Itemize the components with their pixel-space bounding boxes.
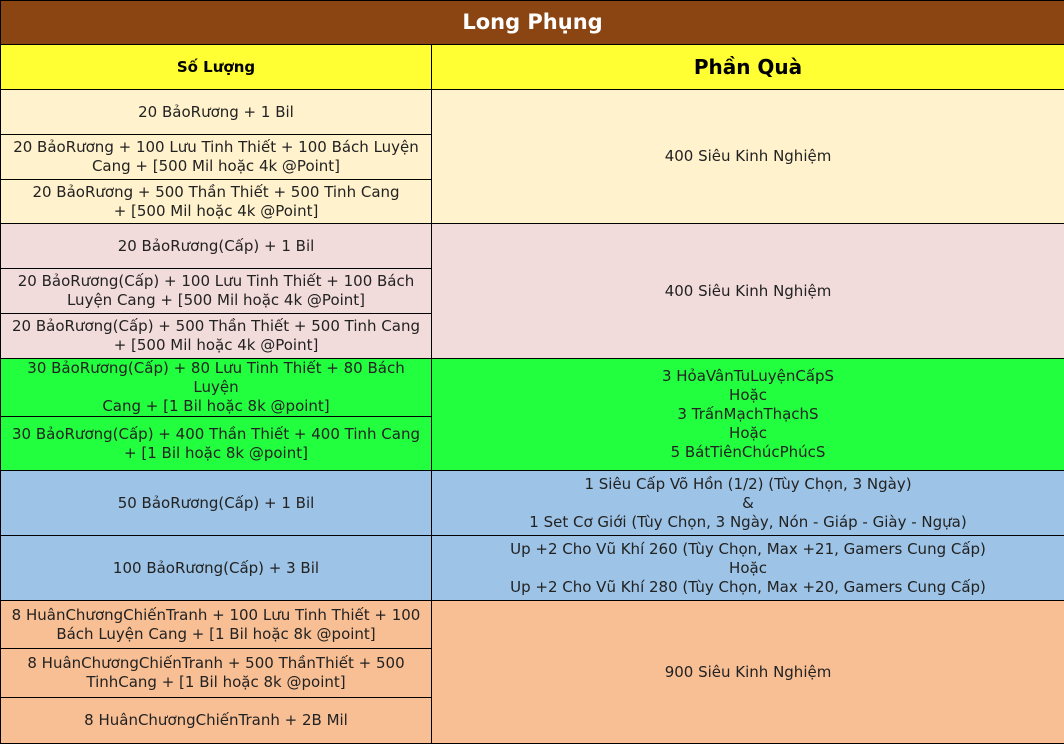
quantity-cell: 30 BảoRương(Cấp) + 80 Lưu Tinh Thiết + 80 Bách Luyện Cang + [1 Bil hoặc 8k @point] xyxy=(1,359,432,417)
reward-cell: Up +2 Cho Vũ Khí 260 (Tùy Chọn, Max +21, Gamers Cung Cấp) Hoặc Up +2 Cho Vũ Khí 280 (Tùy Chọn, Max +20, Gamers Cung Cấp) xyxy=(432,536,1064,601)
reward-header: Phần Quà xyxy=(432,45,1064,90)
quantity-cell: 20 BảoRương + 100 Lưu Tinh Thiết + 100 Bách Luyện Cang + [500 Mil hoặc 4k @Point] xyxy=(1,135,432,180)
quantity-cell: 20 BảoRương + 1 Bil xyxy=(1,90,432,135)
reward-cell: 400 Siêu Kinh Nghiệm xyxy=(432,90,1064,224)
reward-cell: 3 HỏaVânTuLuyệnCấpS Hoặc 3 TrấnMạchThạchS Hoặc 5 BátTiênChúcPhúcS xyxy=(432,359,1064,471)
quantity-cell: 20 BảoRương(Cấp) + 500 Thần Thiết + 500 Tinh Cang + [500 Mil hoặc 4k @Point] xyxy=(1,314,432,359)
quantity-cell: 100 BảoRương(Cấp) + 3 Bil xyxy=(1,536,432,601)
quantity-header: Số Lượng xyxy=(1,45,432,90)
quantity-cell: 20 BảoRương(Cấp) + 100 Lưu Tinh Thiết + 100 Bách Luyện Cang + [500 Mil hoặc 4k @Point] xyxy=(1,269,432,314)
quantity-cell: 8 HuânChươngChiếnTranh + 500 ThầnThiết + 500 TinhCang + [1 Bil hoặc 8k @point] xyxy=(1,649,432,698)
table-title: Long Phụng xyxy=(1,1,1064,45)
quantity-cell: 20 BảoRương(Cấp) + 1 Bil xyxy=(1,224,432,269)
reward-cell: 900 Siêu Kinh Nghiệm xyxy=(432,601,1064,744)
quantity-cell: 50 BảoRương(Cấp) + 1 Bil xyxy=(1,471,432,536)
reward-cell: 1 Siêu Cấp Võ Hồn (1/2) (Tùy Chọn, 3 Ngày) & 1 Set Cơ Giới (Tùy Chọn, 3 Ngày, Nón - Giáp - Giày - Ngựa) xyxy=(432,471,1064,536)
reward-cell: 400 Siêu Kinh Nghiệm xyxy=(432,224,1064,359)
quantity-cell: 8 HuânChươngChiếnTranh + 2B Mil xyxy=(1,698,432,744)
quantity-cell: 30 BảoRương(Cấp) + 400 Thần Thiết + 400 Tinh Cang + [1 Bil hoặc 8k @point] xyxy=(1,417,432,471)
quantity-cell: 20 BảoRương + 500 Thần Thiết + 500 Tinh Cang + [500 Mil hoặc 4k @Point] xyxy=(1,180,432,224)
quantity-cell: 8 HuânChươngChiếnTranh + 100 Lưu Tinh Thiết + 100 Bách Luyện Cang + [1 Bil hoặc 8k @point] xyxy=(1,601,432,649)
